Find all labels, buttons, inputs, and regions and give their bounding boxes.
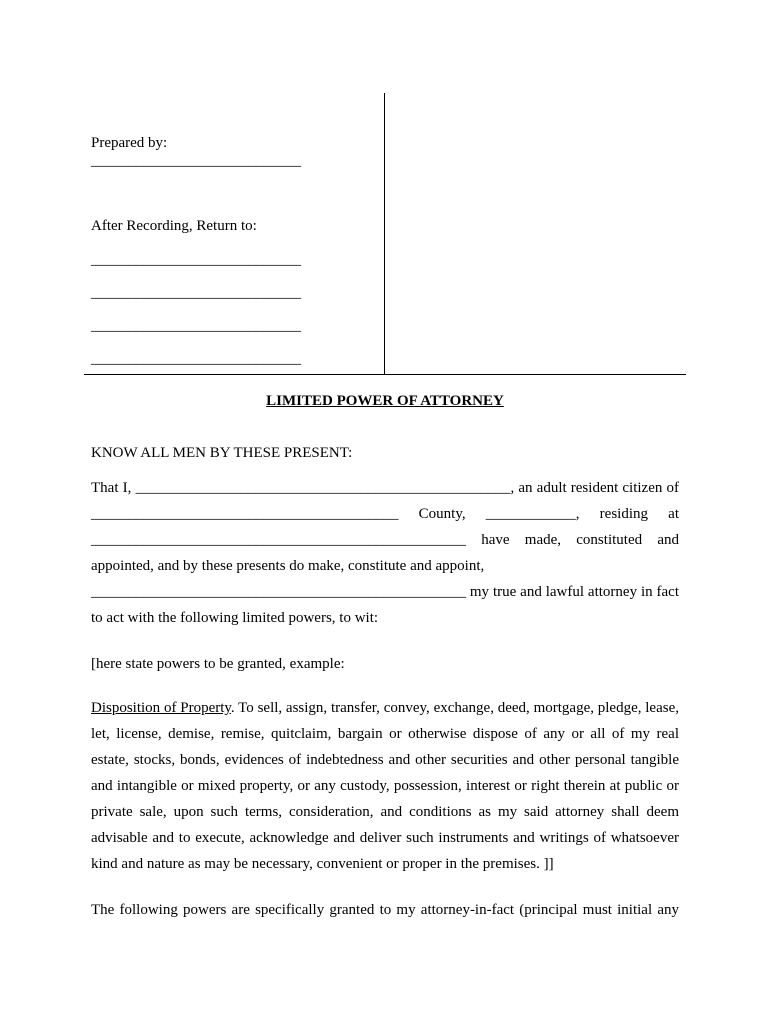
after-recording-label: After Recording, Return to: [91, 218, 257, 234]
return-to-line[interactable]: ____________________________ [91, 285, 301, 301]
grantor-line: appointed, and by these presents do make, constitute and appoint, [91, 558, 485, 574]
grantor-line: _________________________________________ County, ____________, residing at [91, 506, 679, 522]
return-to-line[interactable]: ____________________________ [91, 351, 301, 367]
return-to-line[interactable]: ____________________________ [91, 252, 301, 268]
disposition-body: . To sell, assign, transfer, convey, exchange, deed, mortgage, pledge, lease, let, license, demise, remise, quitclaim, bargain or otherwise dispose of any or all of my real estate, stocks, bonds, evidences of indebtedness and other securities and other personal tangible and intangible or mixed property, or any custody, possession, interest or right therein at public or private sale, upon such terms, consideration, and conditions as my said attorney shall deem advisable and to execute, acknowledge and deliver such instruments and writings of whatsoever kind and nature as may be necessary, convenient or proper in the premises. ]] [91, 700, 679, 872]
disposition-paragraph [91, 695, 679, 877]
grantor-paragraph [91, 475, 679, 631]
disposition-heading: Disposition of Property [91, 700, 231, 716]
grantor-line: That I, __________________________________________________, an adult resident citizen of [91, 480, 679, 496]
grantor-line: to act with the following limited powers, to wit: [91, 610, 379, 626]
following-powers-text: The following powers are specifically granted to my attorney-in-fact (principal must initial any [91, 902, 679, 918]
intro-text: KNOW ALL MEN BY THESE PRESENT: [91, 445, 353, 461]
header-divider-horizontal [84, 374, 686, 375]
prepared-by-line[interactable]: ____________________________ [91, 153, 301, 169]
grantor-line: __________________________________________________ my true and lawful attorney in fact [91, 584, 679, 600]
return-to-line[interactable]: ____________________________ [91, 318, 301, 334]
document-title: LIMITED POWER OF ATTORNEY [266, 393, 504, 409]
grantor-line: __________________________________________________ have made, constituted and [91, 532, 679, 548]
prepared-by-label: Prepared by: [91, 135, 168, 151]
header-divider-vertical [384, 93, 385, 374]
example-note: [here state powers to be granted, example: [91, 656, 345, 672]
